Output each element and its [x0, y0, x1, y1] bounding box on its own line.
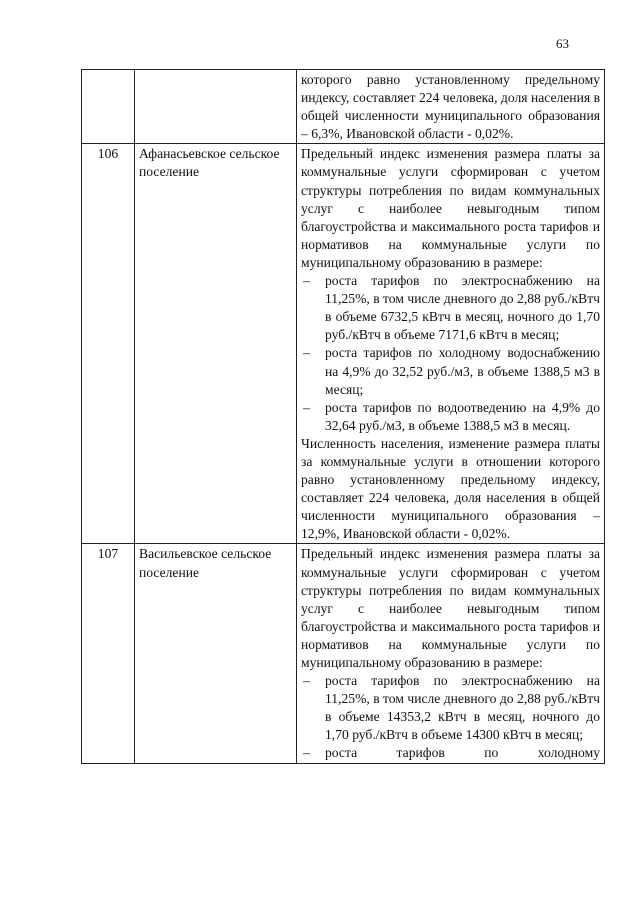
- description-intro: Предельный индекс изменения размера платы за коммунальные услуги сформирован с учетом структуры потребления по видам коммунальных услуг с наиболее невыгодным типом благоустройства и максимального роста тарифов и нормативов на коммунальные услуги по муниципальному образованию в размере:: [301, 546, 600, 670]
- row-number-cell: 107: [82, 544, 135, 763]
- row-number-cell: [82, 70, 135, 144]
- row-number-cell: 106: [82, 144, 135, 544]
- table-row: [82, 144, 605, 544]
- settlement-name-cell: Васильевское сельское поселение: [135, 544, 297, 763]
- list-item: – роста тарифов по электроснабжению на 11,25%, в том числе дневного до 2,88 руб./кВтч в объеме 14353,2 кВтч в месяц, ночного до 1,70 руб./кВтч в объеме 14300 кВтч в месяц;: [303, 673, 600, 743]
- table-row: [82, 544, 605, 763]
- list-item: – роста тарифов по холодному водоснабжению на 4,9% до 32,52 руб./м3, в объеме 1388,5 м3 в месяц;: [303, 345, 600, 397]
- description-cell: [297, 144, 605, 544]
- description-outro: Численность населения, изменение размера платы за коммунальные услуги в отношении которого равно установленному предельному индексу, составляет 224 человека, доля населения в общей численности муниципального образования – 12,9%, Ивановской области - 0,02%.: [301, 435, 600, 542]
- description-intro: Предельный индекс изменения размера платы за коммунальные услуги сформирован с учетом структуры потребления по видам коммунальных услуг с наиболее невыгодным типом благоустройства и максимального роста тарифов и нормативов на коммунальные услуги по муниципальному образованию в размере:: [301, 146, 600, 270]
- tariff-list: [301, 672, 600, 762]
- settlement-name-cell: Афанасьевское сельское поселение: [135, 144, 297, 544]
- dash-marker: –: [303, 673, 310, 689]
- list-item: – роста тарифов по водоотведению на 4,9% до 32,64 руб./м3, в объеме 1388,5 м3 в месяц.: [303, 399, 600, 433]
- list-item: – роста тарифов по электроснабжению на 11,25%, в том числе дневного до 2,88 руб./кВтч в объеме 6732,5 кВтч в месяц, ночного до 1,70 руб./кВтч в объеме 7171,6 кВтч в месяц;: [303, 273, 600, 343]
- dash-marker: –: [303, 399, 310, 415]
- settlement-name-cell: [135, 70, 297, 144]
- tariff-list: [301, 272, 600, 435]
- description-cell: [297, 70, 605, 144]
- dash-marker: –: [303, 345, 310, 361]
- dash-marker: –: [303, 273, 310, 289]
- continued-text: которого равно установленному предельному индексу, составляет 224 человека, доля населения в общей численности муниципального образования – 6,3%, Ивановской области - 0,02%.: [301, 72, 600, 142]
- list-item: – роста тарифов по холодному: [301, 744, 600, 762]
- page-number: 63: [556, 36, 569, 51]
- table-row: [82, 70, 605, 144]
- tariff-table: [81, 69, 605, 764]
- dash-marker: –: [303, 745, 310, 761]
- description-cell: [297, 544, 605, 763]
